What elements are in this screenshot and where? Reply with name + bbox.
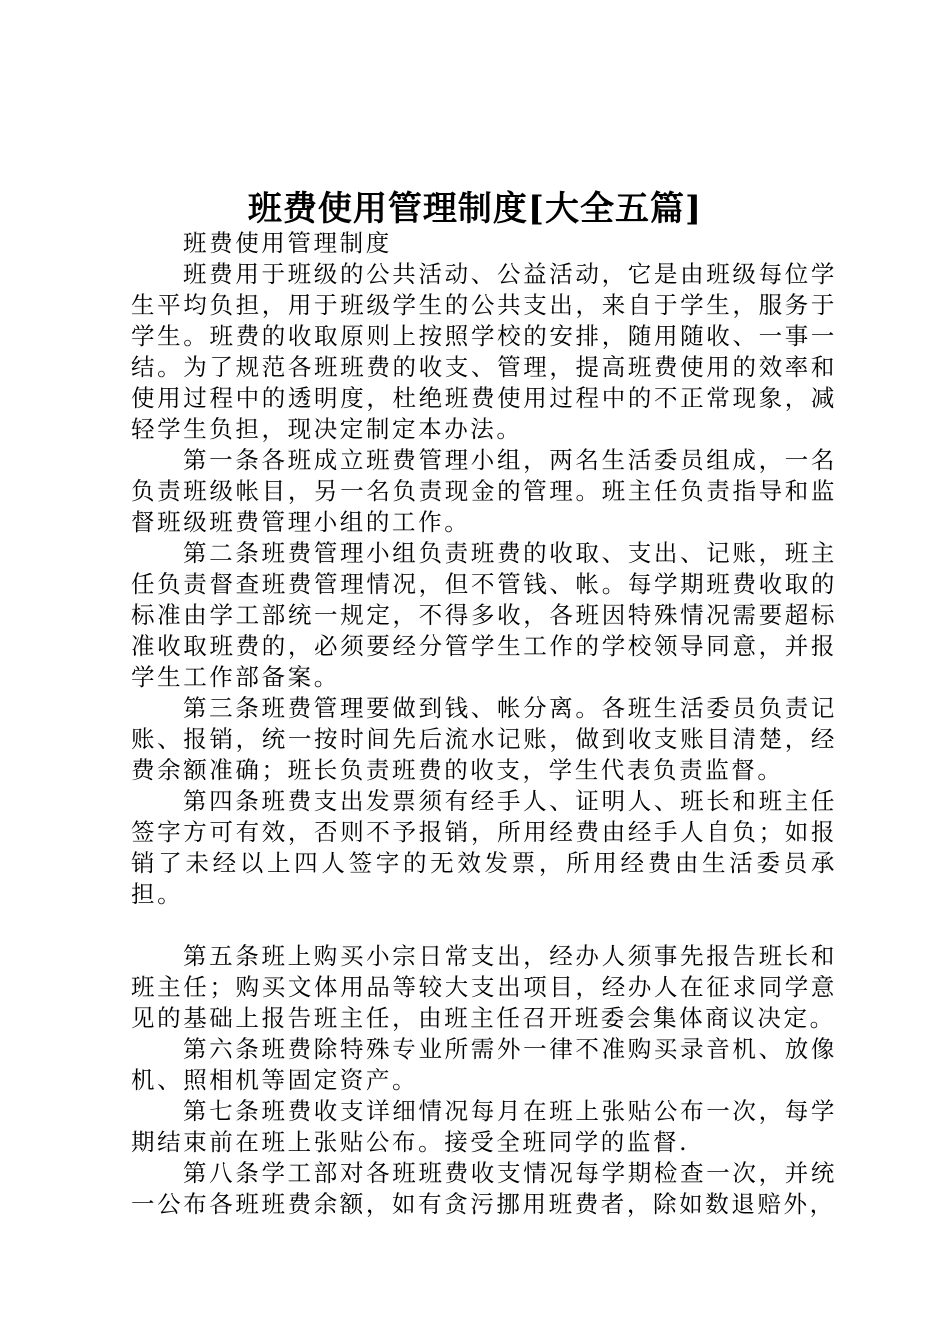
paragraph-article-1: 第一条各班成立班费管理小组，两名生活委员组成，一名负责班级帐目，另一名负责现金的管理。班主任负责指导和监督班级班费管理小组的工作。 bbox=[131, 446, 837, 536]
paragraph-spacer bbox=[131, 910, 837, 941]
document-body bbox=[131, 228, 837, 1220]
paragraph-intro: 班费用于班级的公共活动、公益活动，它是由班级每位学生平均负担，用于班级学生的公共支出，来自于学生，服务于学生。班费的收取原则上按照学校的安排，随用随收、一事一结。为了规范各班班费的收支、管理，提高班费使用的效率和使用过程中的透明度，杜绝班费使用过程中的不正常现象，减轻学生负担，现决定制定本办法。 bbox=[131, 260, 837, 443]
document-subtitle: 班费使用管理制度 bbox=[183, 229, 392, 257]
paragraph-article-2: 第二条班费管理小组负责班费的收取、支出、记账，班主任负责督查班费管理情况，但不管钱、帐。每学期班费收取的标准由学工部统一规定，不得多收，各班因特殊情况需要超标准收取班费的，必须要经分管学生工作的学校领导同意，并报学生工作部备案。 bbox=[131, 539, 837, 691]
paragraph-article-5: 第五条班上购买小宗日常支出，经办人须事先报告班长和班主任；购买文体用品等较大支出项目，经办人在征求同学意见的基础上报告班主任，由班主任召开班委会集体商议决定。 bbox=[131, 942, 837, 1032]
paragraph-article-4: 第四条班费支出发票须有经手人、证明人、班长和班主任签字方可有效，否则不予报销，所用经费由经手人自负；如报销了未经以上四人签字的无效发票，所用经费由生活委员承担。 bbox=[131, 787, 837, 908]
paragraph-article-3: 第三条班费管理要做到钱、帐分离。各班生活委员负责记账、报销，统一按时间先后流水记账，做到收支账目清楚，经费余额准确；班长负责班费的收支，学生代表负责监督。 bbox=[131, 694, 837, 784]
paragraph-article-8: 第八条学工部对各班班费收支情况每学期检查一次，并统一公布各班班费余额，如有贪污挪用班费者，除如数退赔外， bbox=[131, 1159, 837, 1218]
document-title: 班费使用管理制度[大全五篇] bbox=[247, 189, 703, 229]
paragraph-article-7: 第七条班费收支详细情况每月在班上张贴公布一次，每学期结束前在班上张贴公布。接受全班同学的监督. bbox=[131, 1097, 837, 1156]
paragraph-article-6: 第六条班费除特殊专业所需外一律不准购买录音机、放像机、照相机等固定资产。 bbox=[131, 1035, 837, 1094]
